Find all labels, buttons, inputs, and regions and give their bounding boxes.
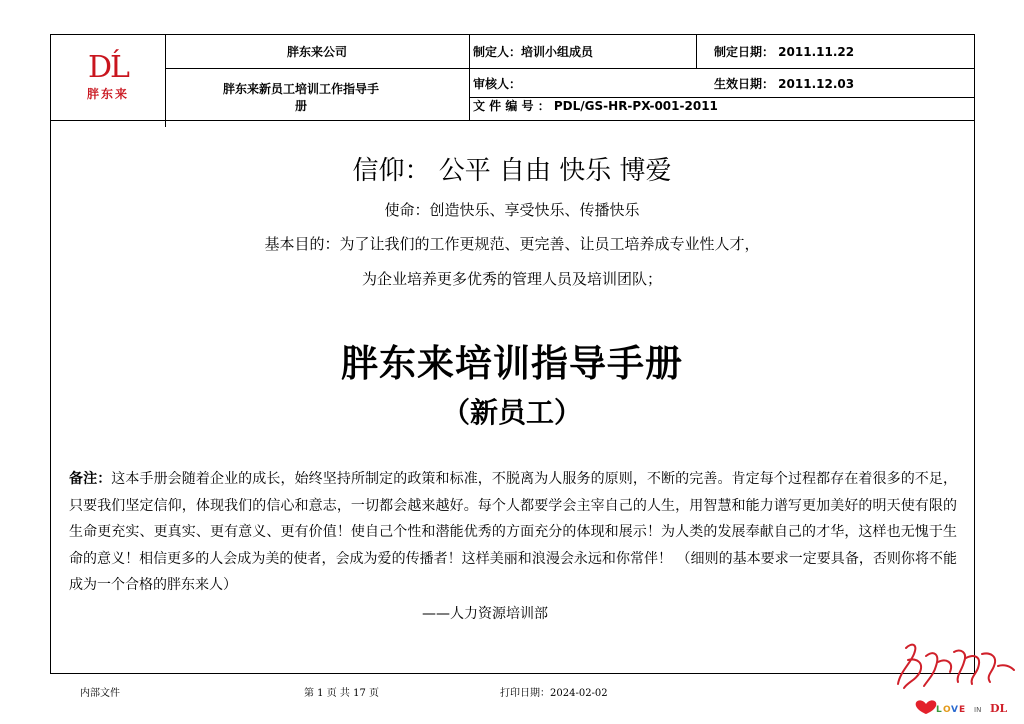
purpose-line-2: 为企业培养更多优秀的管理人员及培训团队； bbox=[361, 270, 662, 288]
header-divider bbox=[696, 35, 697, 69]
handwritten-signature-logo bbox=[878, 636, 1020, 720]
header-divider bbox=[469, 35, 470, 120]
svg-text:O: O bbox=[943, 705, 951, 715]
svg-text:V: V bbox=[951, 705, 958, 715]
note-paragraph bbox=[69, 466, 957, 599]
purpose-line-1: 基本目的：为了让我们的工作更规范、更完善、让员工培养成专业性人才， bbox=[264, 235, 760, 253]
company-logo bbox=[51, 35, 165, 120]
prepared-date: 制定日期： 2011.11.22 bbox=[714, 45, 855, 59]
signature-icon bbox=[878, 636, 1020, 720]
effective-date: 生效日期： 2011.12.03 bbox=[714, 76, 855, 91]
footer-internal: 内部文件 bbox=[80, 688, 120, 699]
document-number: 文 件 编 号 ： PDL/GS-HR-PX-001-2011 bbox=[473, 99, 718, 113]
motto: 信仰： 公平 自由 快乐 博爱 bbox=[352, 156, 672, 186]
logo-text: 胖东来 bbox=[86, 87, 129, 101]
footer-page-number: 第 1 页 共 17 页 bbox=[304, 688, 379, 699]
note-text: 这本手册会随着企业的成长，始终坚持所制定的政策和标准，不脱离为人服务的原则，不断的完善。肯定每个过程都存在着很多的不足，只要我们坚定信仰，体现我们的信心和意志，一切都会越来越好。每个人都要学会主宰自己的人生，用智慧和能力谱写更加美好的明天使有限的生命更充实、更真实、更有意义、更有价值！使自己个性和潜能优秀的方面充分的体现和展示！为人类的发展奉献自己的才华，这样也无愧于生命的意义！相信更多的人会成为美的使者，会成为爱的传播者！这样美丽和浪漫会永远和你常伴！ （细则的基本要求一定要具备，否则你将不能成为一个合格的胖东来人） bbox=[69, 471, 958, 593]
mission: 使命：创造快乐、享受快乐、传播快乐 bbox=[384, 201, 640, 219]
logo-mark: DĹ bbox=[88, 50, 128, 85]
manual-subtitle: （新员工） bbox=[441, 396, 582, 429]
footer-print-date: 打印日期：2024-02-02 bbox=[500, 688, 608, 699]
manual-title: 胖东来培训指导手册 bbox=[341, 342, 683, 385]
svg-text:E: E bbox=[959, 705, 966, 715]
note-label: 备注： bbox=[69, 471, 112, 487]
svg-text:DL: DL bbox=[990, 702, 1008, 715]
prepared-by: 制定人：培训小组成员 bbox=[473, 45, 594, 59]
reviewer: 审核人： bbox=[473, 76, 522, 91]
document-title: 胖东来新员工培训工作指导手册 bbox=[222, 82, 379, 113]
header-row-line bbox=[469, 97, 975, 98]
svg-text:IN: IN bbox=[974, 706, 982, 714]
department-signature: ——人力资源培训部 bbox=[422, 606, 548, 622]
company-name: 胖东来公司 bbox=[286, 45, 347, 59]
document-header-table bbox=[50, 34, 975, 121]
svg-text:L: L bbox=[936, 705, 942, 715]
